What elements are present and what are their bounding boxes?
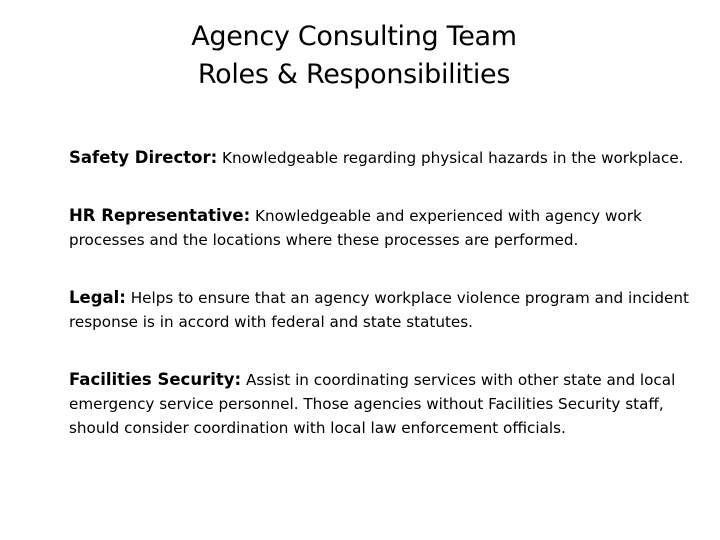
title-line-1: Agency Consulting Team <box>191 21 517 52</box>
role-legal <box>69 286 715 334</box>
title-line-2: Roles & Responsibilities <box>197 59 511 90</box>
role-description: Assist in coordinating services with other state and local emergency service personnel. Those agencies without Facilities Security staff, should consider coordination with local law enforcement officials. <box>69 371 676 437</box>
slide-title <box>0 18 708 94</box>
role-description: Helps to ensure that an agency workplace violence program and incident response is in accord with federal and state statutes. <box>69 289 689 331</box>
role-safety-director <box>69 146 715 170</box>
role-term: HR Representative: <box>69 206 251 225</box>
role-description: Knowledgeable regarding physical hazards in the workplace. <box>222 149 684 167</box>
role-term: Facilities Security: <box>69 370 242 389</box>
role-hr-representative <box>69 204 715 252</box>
role-term: Safety Director: <box>69 148 218 167</box>
role-description: Knowledgeable and experienced with agency work processes and the locations where these processes are performed. <box>69 207 642 249</box>
role-facilities-security <box>69 368 715 440</box>
roles-list <box>69 146 715 474</box>
role-term: Legal: <box>69 288 126 307</box>
